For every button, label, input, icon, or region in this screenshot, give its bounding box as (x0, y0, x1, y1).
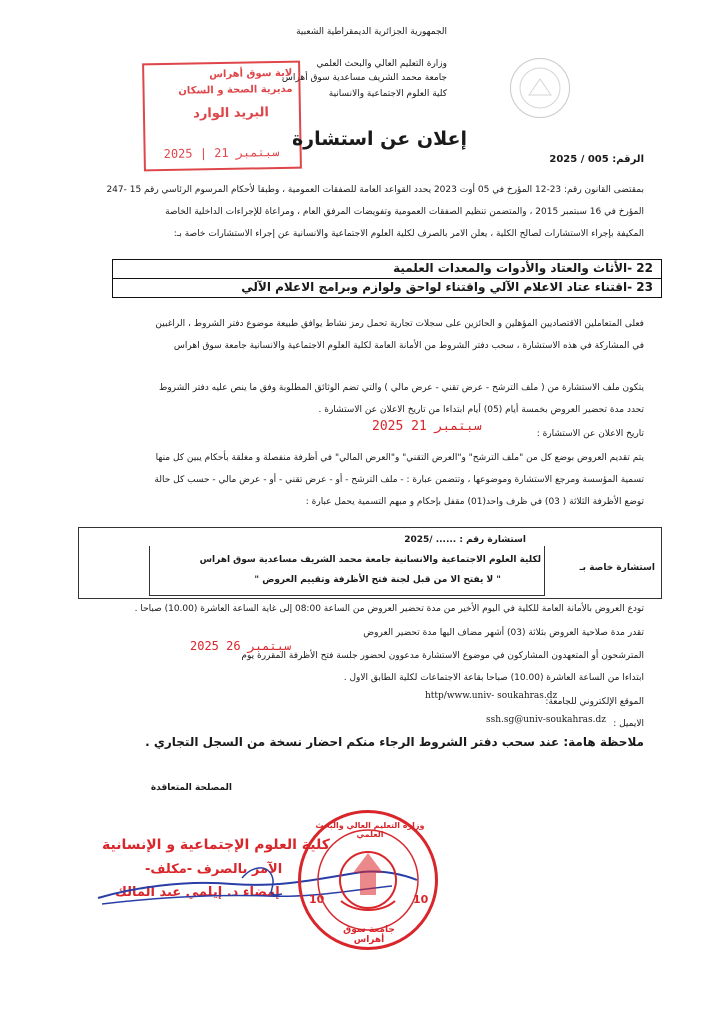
envelope-special: استشارة خاصة بـ (579, 563, 655, 573)
stamp-line1: لاية سوق أهراس (209, 67, 293, 81)
body-p5: يتم تقديم العروض بوضع كل من "ملف الترشح" و"العرض التقني" و"العرض المالي" في أظرفة منفصلة و مغلقة بأحكام يبين كل منها (155, 453, 644, 463)
envelope-box (78, 527, 662, 599)
lot-22: 22 -الأثاث والعتاد والأدوات والمعدات العلمية (112, 259, 662, 279)
email-link[interactable]: ssh.sg@univ-soukahras.dz (486, 715, 606, 725)
announcement-date-stamp: 2025 سبتمبر 21 (372, 419, 482, 434)
lot-23: 23 -اقتناء عتاد الاعلام الآلي واقتناء لواحق ولوازم وبرامج الاعلام الآلي (112, 278, 662, 298)
envelope-warning: " لا يفتح الا من قبل لجنة فتح الأظرفة وتقييم العروض " (254, 575, 501, 585)
intro-line-1: بمقتضى القانون رقم: 23-12 المؤرخ في 05 أوت 2023 يحدد القواعد العامة للصفقات العمومية ، وطبقا لأحكام المرسوم الرئاسي رقم 15 -247 (106, 185, 644, 195)
body-p1-line1: فعلى المتعاملين الاقتصاديين المؤهلين و الحائزين على سجلات تجارية تحمل رمز نشاط يوافق طبيعة موضوع دفتر الشروط ، الراغبين (155, 319, 644, 329)
seal-bottom-text: جامعة سوق أهراس (343, 925, 395, 945)
reference-number: الرقم: 005 / 2025 (549, 154, 644, 165)
seal-outer-text: وزارة التعليم العالي والبحث العلمي (315, 821, 425, 839)
contracting-service: المصلحة المتعاقدة (150, 783, 232, 793)
envelope-faculty: لكلية العلوم الاجتماعية والانسانية جامعة محمد الشريف مساعدية سوق اهراس (199, 555, 541, 565)
signature-line3: إمضاء د. إيلمي عبد المالك (115, 885, 280, 900)
opening-date-stamp: 2025 سبتمبر 26 (190, 639, 292, 653)
website-label: الموقع الإلكتروني للجامعة: (545, 697, 644, 707)
seal-num-left: 10 (309, 893, 325, 906)
signature-line2: الآمر بالصرف -مكلف- (145, 862, 283, 877)
stamp-line3: البريد الوارد (193, 105, 270, 122)
page-title: إعلان عن استشارة (291, 128, 467, 150)
reception-stamp (142, 61, 302, 172)
body-p1-line2: في المشاركة في هذه الاستشارة ، سحب دفتر الشروط من الأمانة العامة لكلية العلوم الاجتماعية والانسانية جامعة سوق اهراس (173, 341, 644, 351)
header-university: جامعة محمد الشريف مساعدية سوق أهراس (281, 73, 447, 83)
body-p6: تسمية المؤسسة ومرجع الاستشارة وموضوعها ، وتتضمن عبارة : - ملف الترشح - أو - عرض تقني - أو - عرض مالي - حسب كل حالة (154, 475, 644, 485)
stamp-date: 2025 | 21 سبتمبر (163, 145, 280, 162)
header-ministry: وزارة التعليم العالي والبحث العلمي (316, 59, 447, 69)
body-p4: تاريخ الاعلان عن الاستشارة : (536, 429, 644, 439)
important-note: ملاحظة هامة: عند سحب دفتر الشروط الرجاء منكم احضار نسخة من السجل التجاري . (145, 735, 644, 749)
validity-line: تقدر مدة صلاحية العروض بثلاثة (03) أشهر مضاف اليها مدة تحضير العروض (363, 628, 644, 638)
body-p7: توضع الأظرفة الثلاثة ( 03) في ظرف واحد(01) مقفل بإحكام و مبهم التسمية يحمل عبارة : (305, 497, 644, 507)
opening-time-line: ابتداءا من الساعة العاشرة (10.00) صباحا بقاعة الاجتماعات لكلية الطابق الاول . (343, 673, 644, 683)
deposit-line: تودع العروض بالأمانة العامة للكلية في اليوم الأخير من مدة تحضير العروض من الساعة 08:00 إلى غاية الساعة العاشرة (10.00) صباحا . (134, 604, 644, 614)
header-republic: الجمهورية الجزائرية الديمقراطية الشعبية (296, 27, 447, 37)
body-p3: تحدد مدة تحضير العروض بخمسة أيام (05) أيام ابتداءا من تاريخ الاعلان عن الاستشارة . (318, 405, 644, 415)
signature-line1: كلية العلوم الإجتماعية و الإنسانية (102, 837, 330, 853)
body-p2: يتكون ملف الاستشارة من ( ملف الترشح - عرض تقني - عرض مالي ) والتي تضم الوثائق المطلوبة وفق ما ينص عليه دفتر الشروط (159, 383, 644, 393)
intro-line-3: المكيفة بإجراء الاستشارات لصالح الكلية ، يعلن الامر بالصرف لكلية العلوم الاجتماعية والانسانية عن إجراء الاستشارات خاصة بـ: (173, 229, 644, 239)
university-seal (298, 810, 438, 950)
seal-num-right: 10 (413, 893, 429, 906)
stamp-line2: مديرية الصحة و السكان (178, 83, 293, 97)
intro-line-2: المؤرخ في 16 سبتمبر 2015 ، والمتضمن تنظيم الصفقات العمومية وتفويضات المرفق العام ، ومراعاة للإجراءات الداخلية الخاصة (165, 207, 644, 217)
university-logo (510, 58, 570, 118)
header-faculty: كلية العلوم الاجتماعية والانسانية (328, 89, 447, 99)
website-link[interactable]: http/www.univ- soukahras.dz (425, 691, 558, 701)
opening-line: المترشحون أو المتعهدون المشاركون في موضوع الاستشارة مدعوون لحضور جلسة فتح الأظرفة المقررة يوم (241, 651, 644, 661)
email-label: الايميل : (613, 719, 644, 729)
envelope-number: استشارة رقم : ...... /2025 (404, 535, 526, 545)
